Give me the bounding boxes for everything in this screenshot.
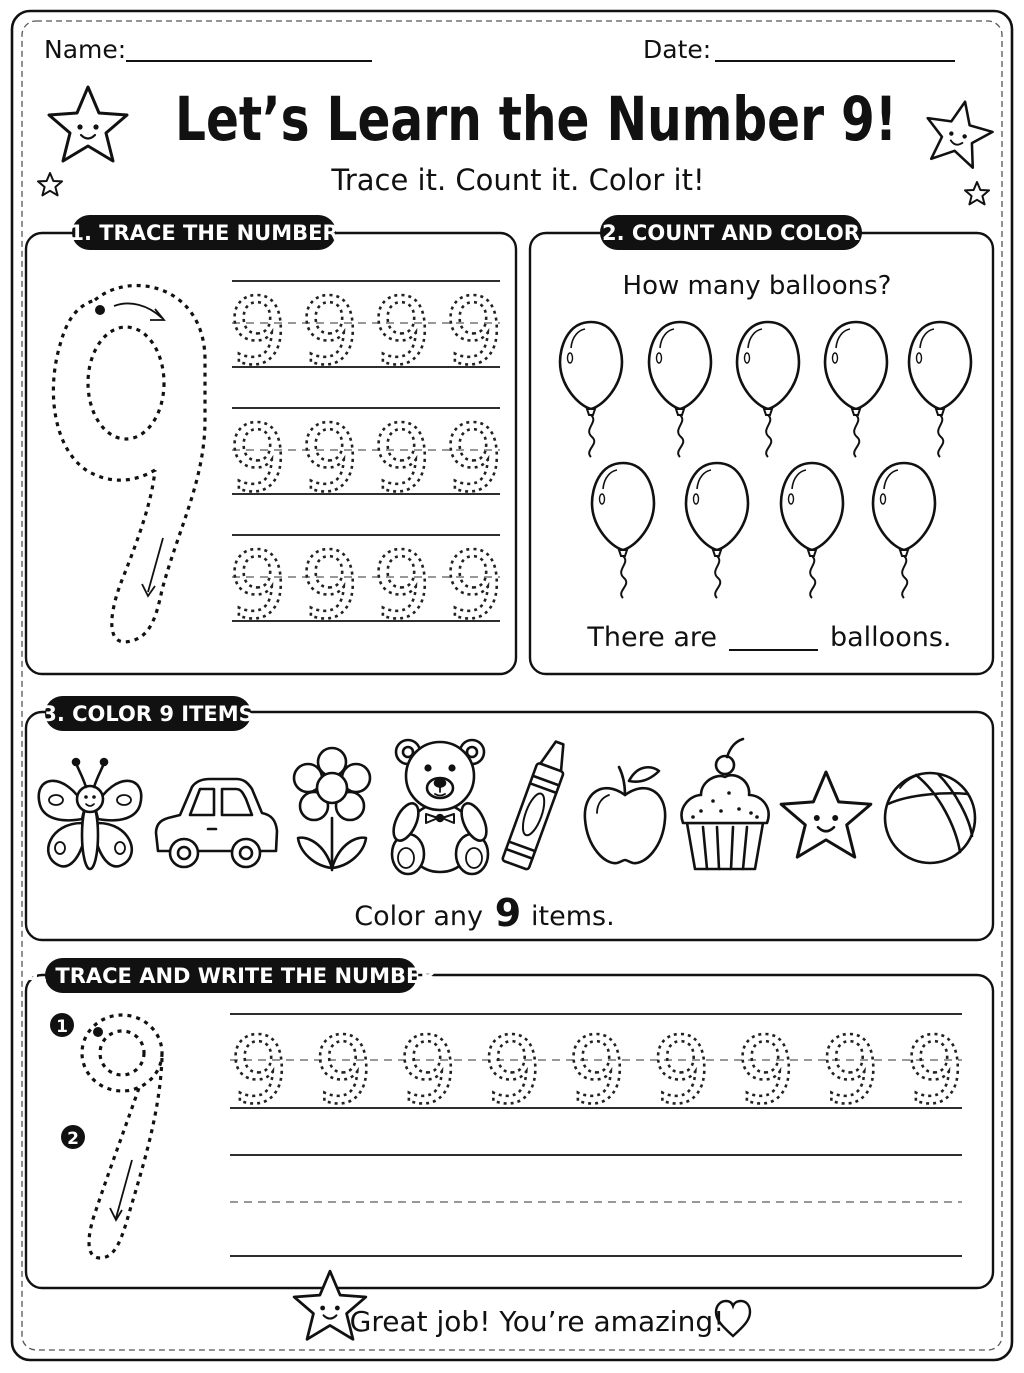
color-instruction-number: 9 (494, 891, 522, 935)
trace-digit[interactable]: 9 (483, 1017, 542, 1124)
footer-message: Great job! You’re amazing! (349, 1305, 725, 1338)
write-practice-rows (230, 1014, 965, 1256)
balloon-icon (825, 322, 887, 457)
trace-digit[interactable]: 9 (444, 405, 504, 512)
trace-digit[interactable]: 9 (314, 1017, 373, 1124)
name-label: Name: (44, 35, 127, 64)
apple-icon[interactable] (585, 767, 665, 863)
color-items (39, 738, 975, 874)
count-answer-prefix: There are (587, 622, 717, 653)
balloon-icon (686, 463, 748, 598)
flower-icon[interactable] (294, 748, 370, 870)
trace-digit[interactable]: 9 (444, 532, 504, 639)
page-title: Let’s Learn the Number 9! (175, 84, 897, 155)
teddy-bear-icon[interactable] (388, 740, 491, 874)
trace-digit[interactable]: 9 (652, 1017, 711, 1124)
balloon-icon (592, 463, 654, 598)
step-2-label: 2 (67, 1129, 79, 1149)
color-section-heading: 3. COLOR 9 ITEMS (42, 702, 254, 726)
balloon-icon (781, 463, 843, 598)
trace-digit[interactable]: 9 (444, 278, 504, 385)
medium-dotted-nine (82, 1015, 162, 1258)
car-icon[interactable] (156, 779, 277, 867)
color-instruction-prefix: Color any (354, 901, 483, 932)
trace-digit[interactable]: 9 (567, 1017, 627, 1124)
trace-digit[interactable]: 9 (228, 405, 288, 512)
cupcake-icon[interactable] (682, 739, 769, 869)
page-subtitle: Trace it. Count it. Color it! (331, 163, 705, 197)
step-1-label: 1 (56, 1017, 68, 1037)
count-section-heading: 2. COUNT AND COLOR (602, 221, 860, 245)
star-icon (49, 87, 127, 161)
big-dotted-nine (53, 286, 205, 642)
balloon-icon (909, 322, 971, 457)
balloon-icon (560, 322, 622, 457)
trace-digit[interactable]: 9 (905, 1017, 965, 1124)
trace-digit[interactable]: 9 (229, 1017, 289, 1124)
outer-frame (12, 11, 1012, 1360)
write-section-heading: 4. TRACE AND WRITE THE NUMBER (25, 964, 437, 988)
balloon-icon (737, 322, 799, 457)
balloon-icon (873, 463, 935, 598)
star-item-icon[interactable] (781, 772, 871, 857)
trace-digit[interactable]: 9 (821, 1017, 880, 1124)
count-question: How many balloons? (622, 271, 892, 301)
trace-digit[interactable]: 9 (372, 532, 432, 639)
small-star-icon (965, 182, 989, 204)
color-instruction-suffix: items. (531, 901, 615, 932)
balloons (560, 322, 971, 598)
trace-digit[interactable]: 9 (228, 532, 288, 639)
small-star-icon (38, 173, 62, 195)
trace-digit[interactable]: 9 (372, 405, 432, 512)
star-icon (920, 95, 998, 170)
balloon-icon (649, 322, 711, 457)
trace-digit[interactable]: 9 (398, 1017, 458, 1124)
trace-section-heading: 1. TRACE THE NUMBER (69, 221, 339, 245)
count-answer-suffix: balloons. (830, 622, 952, 653)
trace-digit[interactable]: 9 (736, 1017, 796, 1124)
trace-digit[interactable]: 9 (372, 278, 432, 385)
date-label: Date: (643, 35, 712, 64)
trace-digit[interactable]: 9 (300, 278, 360, 385)
beach-ball-icon[interactable] (885, 773, 975, 863)
butterfly-icon[interactable] (39, 759, 141, 869)
trace-digit[interactable]: 9 (228, 278, 288, 385)
crayon-icon[interactable] (502, 738, 573, 870)
trace-practice-rows (229, 278, 504, 639)
trace-digit[interactable]: 9 (300, 405, 360, 512)
trace-digit[interactable]: 9 (300, 532, 360, 639)
